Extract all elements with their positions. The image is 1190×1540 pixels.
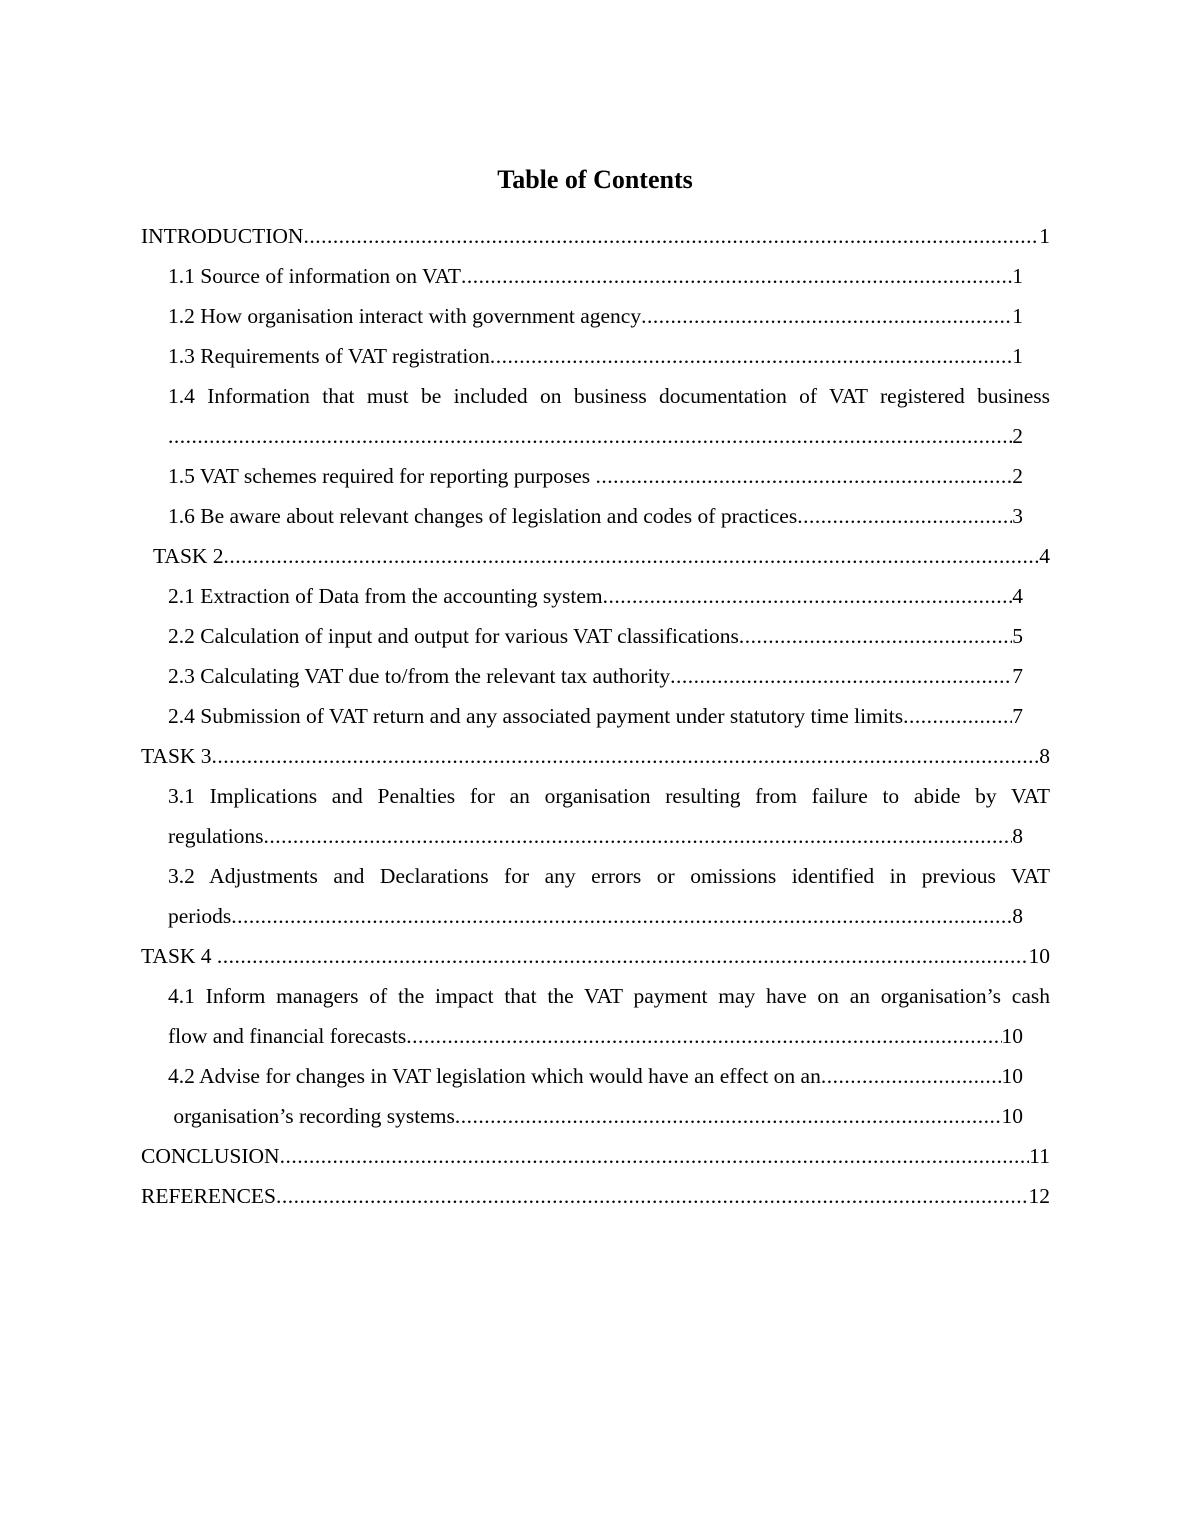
- toc-page-number: 12: [1028, 1184, 1050, 1208]
- toc-leader-dots: [212, 736, 1040, 776]
- toc-leader-dots: [739, 616, 1012, 656]
- toc-leader-dots: [490, 336, 1012, 376]
- toc-entry-1-1[interactable]: [168, 256, 1023, 296]
- toc-entry-task-2[interactable]: [153, 536, 1050, 576]
- toc-leader-dots: [217, 936, 1029, 976]
- toc-entry-text: 1.1 Source of information on VAT: [168, 264, 462, 288]
- toc-entry-text: INTRODUCTION: [141, 224, 304, 248]
- toc-entry-1-6[interactable]: [168, 496, 1023, 536]
- toc-entry-text: organisation’s recording systems: [168, 1104, 455, 1128]
- toc-entry-3-2-continued[interactable]: [168, 896, 1023, 936]
- toc-leader-dots: [231, 896, 1012, 936]
- toc-entry-1-5[interactable]: [168, 456, 1023, 496]
- toc-page-number: 10: [1001, 1064, 1023, 1088]
- toc-entry-text: regulations: [168, 824, 264, 848]
- toc-entry-text: 1.4 Information that must be included on business documentation of VAT registered business: [168, 384, 1050, 408]
- toc-page-number: 8: [1012, 904, 1023, 928]
- toc-leader-dots: [224, 536, 1040, 576]
- toc-entry-text: 1.3 Requirements of VAT registration: [168, 344, 490, 368]
- toc-page-number: 7: [1012, 664, 1023, 688]
- toc-entry-text: 3.1 Implications and Penalties for an organisation resulting from failure to abide by VAT: [168, 784, 1050, 808]
- toc-leader-dots: [406, 1016, 1001, 1056]
- toc-entry-text: TASK 2: [153, 544, 224, 568]
- toc-entry-text: 2.2 Calculation of input and output for various VAT classifications: [168, 624, 739, 648]
- toc-page-number: 1: [1012, 344, 1023, 368]
- toc-leader-dots: [670, 656, 1012, 696]
- toc-leader-dots: [455, 1096, 1002, 1136]
- toc-entry-text: REFERENCES: [141, 1184, 276, 1208]
- toc-page-number: 4: [1039, 544, 1050, 568]
- toc-entry-text: 2.1 Extraction of Data from the accounting system: [168, 584, 603, 608]
- toc-entry-2-3[interactable]: [168, 656, 1023, 696]
- toc-entry-introduction[interactable]: [141, 216, 1050, 256]
- toc-entry-1-3[interactable]: [168, 336, 1023, 376]
- toc-leader-dots: [641, 296, 1012, 336]
- toc-entry-4-1[interactable]: [168, 976, 1050, 1016]
- toc-entry-text: 1.2 How organisation interact with government agency: [168, 304, 642, 328]
- toc-entry-2-4[interactable]: [168, 696, 1023, 736]
- toc-page-number: 2: [1012, 464, 1023, 488]
- page-title: Table of Contents: [497, 165, 693, 194]
- toc-entry-3-1-continued[interactable]: [168, 816, 1023, 856]
- toc-entry-3-2[interactable]: [168, 856, 1050, 896]
- toc-entry-1-2[interactable]: [168, 296, 1023, 336]
- toc-entry-4-1-continued[interactable]: [168, 1016, 1023, 1056]
- toc-entry-text: 4.2 Advise for changes in VAT legislation which would have an effect on an: [168, 1064, 821, 1088]
- toc-entry-task-3[interactable]: [141, 736, 1050, 776]
- toc-leader-dots: [276, 1176, 1029, 1216]
- toc-entry-2-2[interactable]: [168, 616, 1023, 656]
- toc-page-number: 10: [1028, 944, 1050, 968]
- toc-leader-dots: [596, 456, 1013, 496]
- toc-page-number: 1: [1039, 224, 1050, 248]
- toc-page-number: 3: [1012, 504, 1023, 528]
- toc-entry-text: periods: [168, 904, 232, 928]
- toc-entry-4-2[interactable]: [168, 1056, 1023, 1096]
- toc-entry-1-4-continued[interactable]: [168, 416, 1023, 456]
- toc-page-number: 11: [1029, 1144, 1050, 1168]
- toc-page-number: 1: [1012, 304, 1023, 328]
- toc-entry-text: TASK 4: [141, 944, 217, 968]
- toc-page-number: 7: [1012, 704, 1023, 728]
- toc-entry-text: flow and financial forecasts: [168, 1024, 407, 1048]
- toc-entry-text: 1.5 VAT schemes required for reporting purposes: [168, 464, 596, 488]
- toc-entry-text: 1.6 Be aware about relevant changes of legislation and codes of practices: [168, 504, 798, 528]
- toc-entry-task-4[interactable]: [141, 936, 1050, 976]
- toc-entry-text: 2.3 Calculating VAT due to/from the relevant tax authority: [168, 664, 671, 688]
- toc-leader-dots: [461, 256, 1012, 296]
- toc-leader-dots: [168, 416, 1012, 456]
- toc-page-number: 10: [1001, 1104, 1023, 1128]
- toc-entry-conclusion[interactable]: [141, 1136, 1050, 1176]
- toc-entry-text: TASK 3: [141, 744, 212, 768]
- toc-leader-dots: [303, 216, 1039, 256]
- toc-entry-text: 3.2 Adjustments and Declarations for any errors or omissions identified in previous VAT: [168, 864, 1050, 888]
- toc-page-number: 5: [1012, 624, 1023, 648]
- toc-leader-dots: [280, 1136, 1030, 1176]
- toc-entry-text: CONCLUSION: [141, 1144, 280, 1168]
- toc-entry-3-1[interactable]: [168, 776, 1050, 816]
- toc-leader-dots: [903, 696, 1012, 736]
- toc-entry-references[interactable]: [141, 1176, 1050, 1216]
- toc-page-number: 8: [1039, 744, 1050, 768]
- toc-page-number: 10: [1001, 1024, 1023, 1048]
- toc-entry-text: 4.1 Inform managers of the impact that the VAT payment may have on an organisation’s cash: [168, 984, 1050, 1008]
- toc-entry-text: 2.4 Submission of VAT return and any associated payment under statutory time limits: [168, 704, 904, 728]
- toc-page-number: 8: [1012, 824, 1023, 848]
- toc-entry-4-2-continued[interactable]: [168, 1096, 1023, 1136]
- toc-page-number: 1: [1012, 264, 1023, 288]
- toc-leader-dots: [264, 816, 1013, 856]
- toc-leader-dots: [603, 576, 1013, 616]
- toc-page-number: 2: [1012, 424, 1023, 448]
- toc-leader-dots: [821, 1056, 1002, 1096]
- toc-entry-2-1[interactable]: [168, 576, 1023, 616]
- toc-entry-1-4[interactable]: [168, 376, 1050, 416]
- toc-page-number: 4: [1012, 584, 1023, 608]
- toc-leader-dots: [797, 496, 1012, 536]
